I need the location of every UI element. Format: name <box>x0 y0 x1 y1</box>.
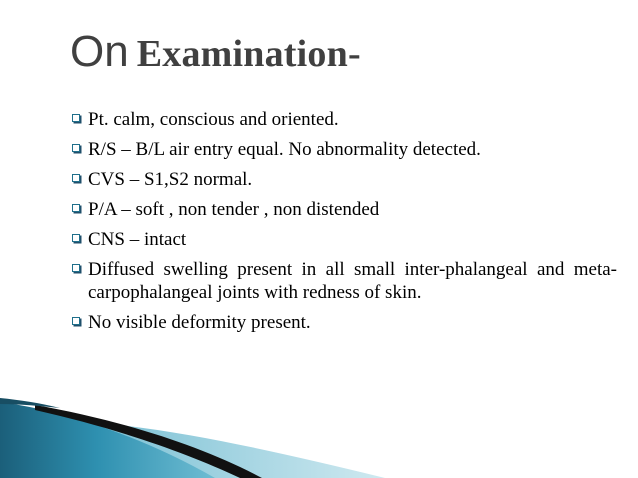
hollow-square-bullet-icon <box>72 174 80 182</box>
bullet-item <box>72 228 617 251</box>
bullet-text: Diffused swelling present in all small inter-phalangeal and meta-carpophalangeal joints with redness of skin. <box>88 259 617 303</box>
hollow-square-bullet-icon <box>72 234 80 242</box>
bullet-text: CNS – intact <box>88 229 187 250</box>
bullet-text: No visible deformity present. <box>88 312 311 333</box>
bullet-item <box>72 138 617 161</box>
wave-dark-edge <box>0 398 60 408</box>
bullet-list <box>72 108 617 341</box>
bullet-item <box>72 108 617 131</box>
hollow-square-bullet-icon <box>72 317 80 325</box>
bullet-item <box>72 311 617 334</box>
slide-title-part2: Examination- <box>136 33 361 75</box>
bullet-item <box>72 198 617 221</box>
bullet-text: Pt. calm, conscious and oriented. <box>88 109 339 130</box>
bullet-text: CVS – S1,S2 normal. <box>88 169 253 190</box>
bullet-text: P/A – soft , non tender , non distended <box>88 199 380 220</box>
wave-black-streak <box>35 405 262 478</box>
hollow-square-bullet-icon <box>72 264 80 272</box>
hollow-square-bullet-icon <box>72 204 80 212</box>
bullet-text: R/S – B/L air entry equal. No abnormality detected. <box>88 139 481 160</box>
slide-title <box>70 27 361 76</box>
hollow-square-bullet-icon <box>72 114 80 122</box>
hollow-square-bullet-icon <box>72 144 80 152</box>
wave-light-band <box>0 419 385 478</box>
bullet-item <box>72 168 617 191</box>
wave-blue-band <box>0 402 215 478</box>
bullet-item <box>72 258 617 304</box>
slide-title-part1: On <box>70 27 129 76</box>
